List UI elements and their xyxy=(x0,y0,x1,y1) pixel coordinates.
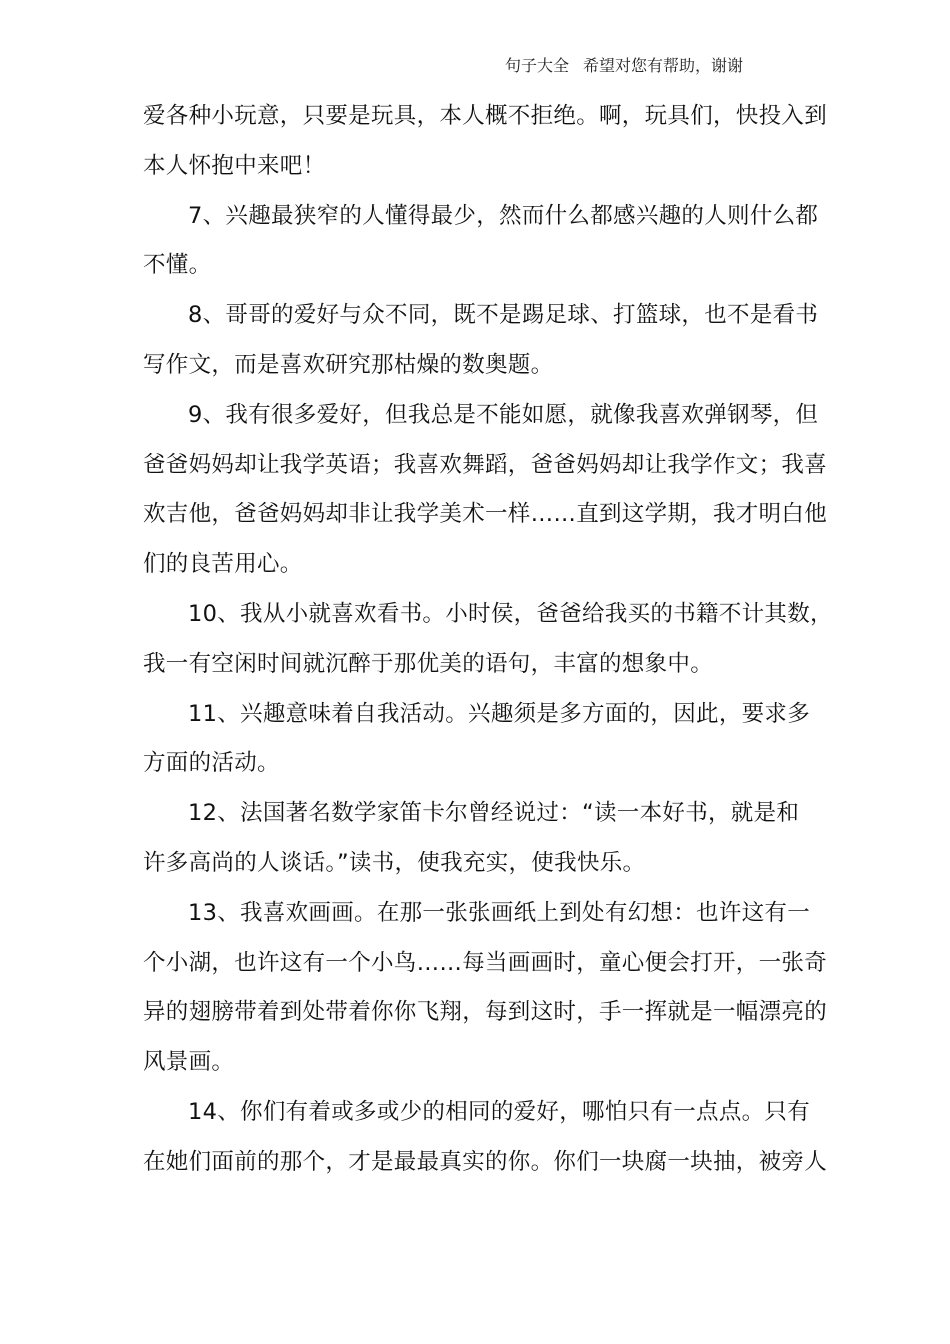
text-line: 方面的活动。 xyxy=(143,750,280,777)
text-line: 个小湖，也许这有一个小鸟……每当画画时，童心便会打开，一张奇 xyxy=(143,949,828,976)
text-line: 11、兴趣意味着自我活动。兴趣须是多方面的，因此，要求多 xyxy=(188,700,811,727)
header-subtitle: 希望对您有帮助，谢谢 xyxy=(583,56,744,75)
text-line: 10、我从小就喜欢看书。小时侯，爸爸给我买的书籍不计其数， xyxy=(188,600,833,627)
text-line: 爱各种小玩意，只要是玩具，本人概不拒绝。啊，玩具们，快投入到 xyxy=(143,103,828,129)
page-header xyxy=(505,55,743,77)
text-line: 7、兴趣最狭窄的人懂得最少，然而什么都感兴趣的人则什么都 xyxy=(188,202,819,229)
text-line: 8、哥哥的爱好与众不同，既不是踢足球、打篮球，也不是看书 xyxy=(188,302,819,329)
text-line: 不懂。 xyxy=(143,252,212,279)
text-line: 14、你们有着或多或少的相同的爱好，哪怕只有一点点。只有 xyxy=(188,1098,811,1125)
text-line: 爸爸妈妈却让我学英语；我喜欢舞蹈，爸爸妈妈却让我学作文；我喜 xyxy=(143,451,828,478)
text-line: 异的翅膀带着到处带着你你飞翔，每到这时，手一挥就是一幅漂亮的 xyxy=(143,999,828,1026)
text-line: 许多高尚的人谈话。”读书，使我充实，使我快乐。 xyxy=(143,849,646,876)
text-line: 12、法国著名数学家笛卡尔曾经说过：“读一本好书，就是和 xyxy=(188,800,800,827)
text-line: 风景画。 xyxy=(143,1049,235,1076)
text-line: 9、我有很多爱好，但我总是不能如愿，就像我喜欢弹钢琴，但 xyxy=(188,401,819,428)
text-line: 在她们面前的那个，才是最最真实的你。你们一块腐一块抽，被旁人 xyxy=(143,1148,828,1175)
text-line: 欢吉他，爸爸妈妈却非让我学美术一样……直到这学期，我才明白他 xyxy=(143,501,828,528)
text-line: 我一有空闲时间就沉醉于那优美的语句，丰富的想象中。 xyxy=(143,650,714,677)
header-title: 句子大全 xyxy=(505,56,570,75)
text-line: 们的良苦用心。 xyxy=(143,551,303,578)
text-line: 本人怀抱中来吧！ xyxy=(143,152,326,179)
text-line: 13、我喜欢画画。在那一张张画纸上到处有幻想：也许这有一 xyxy=(188,899,811,926)
text-line: 写作文，而是喜欢研究那枯燥的数奥题。 xyxy=(143,351,554,378)
document-body xyxy=(143,92,833,1188)
